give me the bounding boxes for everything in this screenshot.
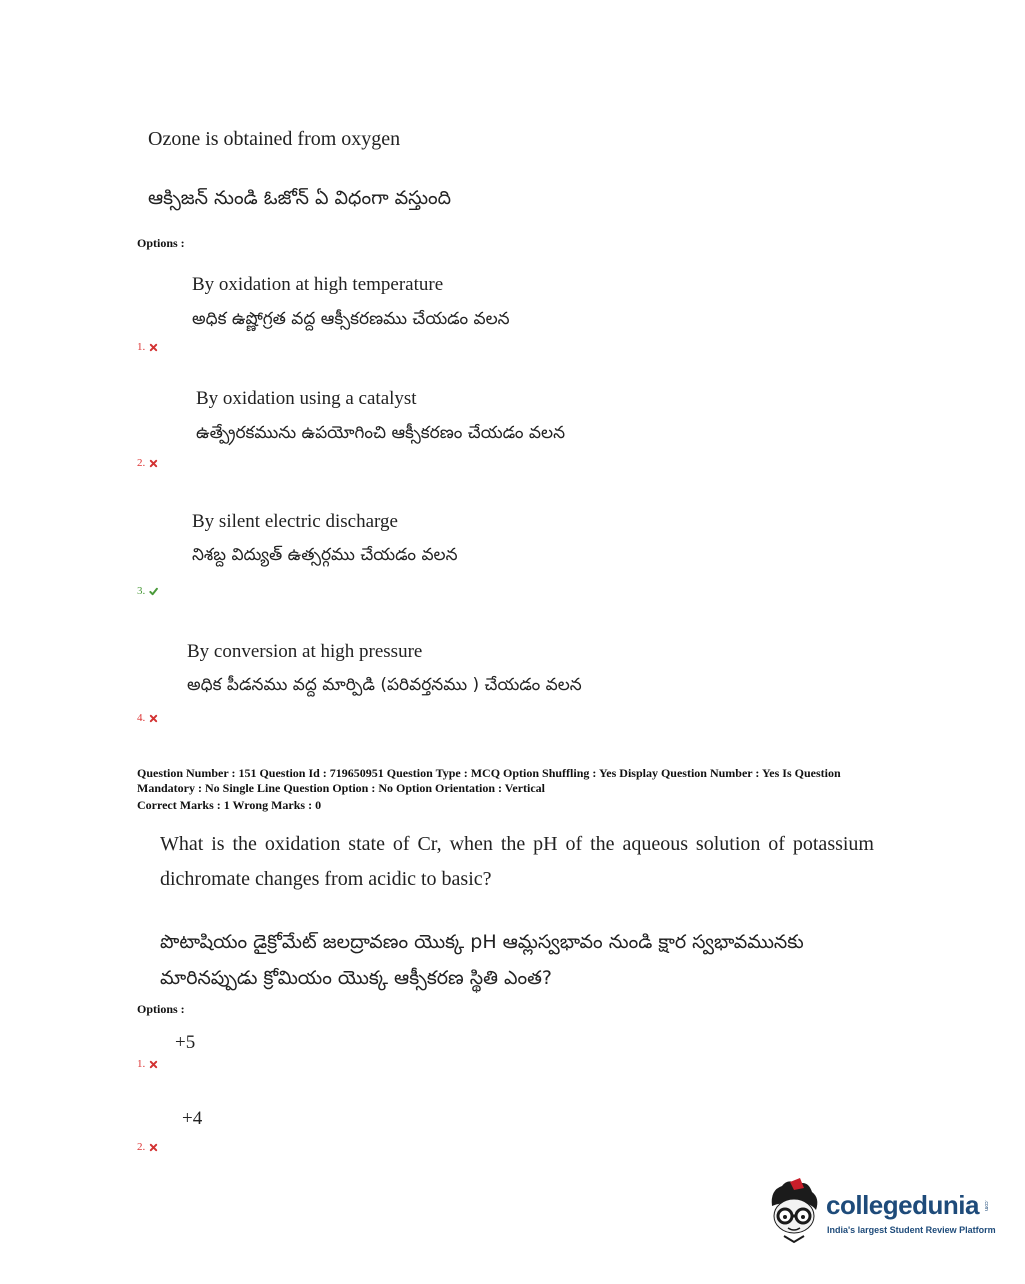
option-value: +4 bbox=[182, 1108, 203, 1129]
option-number-label: 3. bbox=[137, 585, 146, 597]
option-text-en: By silent electric discharge bbox=[192, 511, 398, 532]
option-value: +5 bbox=[175, 1032, 196, 1053]
option-text-en: By oxidation using a catalyst bbox=[196, 388, 417, 409]
wrong-mark-icon bbox=[149, 714, 158, 723]
wrong-mark-icon bbox=[149, 1060, 158, 1069]
option-text-te: అధిక పీడనము వద్ద మార్పిడి (పరివర్తనము ) చేయడం వలన bbox=[187, 675, 582, 695]
option-text-en: By oxidation at high temperature bbox=[192, 274, 444, 295]
option-number bbox=[137, 341, 158, 353]
correct-check-icon bbox=[149, 587, 158, 596]
option-number-label: 1. bbox=[137, 341, 146, 353]
option-number bbox=[137, 712, 158, 724]
question-text-en: What is the oxidation state of Cr, when the pH of the aqueous solution of potassium dichromate changes from acidic to basic? bbox=[160, 833, 874, 890]
options-label: Options : bbox=[137, 236, 185, 250]
option-number-label: 4. bbox=[137, 712, 146, 724]
option-text-en: By conversion at high pressure bbox=[187, 641, 423, 662]
option-number bbox=[137, 1058, 158, 1070]
question-text-te: పొటాషియం డైక్రోమేట్ జలద్రావణం యొక్క pH ఆమ్లస్వభావం నుండి క్షార స్వభావమునకు మారినప్పుడు క్రోమియం యొక్క ఆక్సీకరణ స్థితి ఎంత? bbox=[160, 931, 804, 989]
logo-tagline: India's largest Student Review Platform bbox=[827, 1225, 996, 1235]
mascot-icon bbox=[766, 1176, 824, 1246]
option-text-te: అధిక ఉష్ణోగ్రత వద్ద ఆక్సీకరణము చేయడం వలన bbox=[192, 309, 510, 329]
option-text-te: నిశబ్ద విద్యుత్ ఉత్సర్గము చేయడం వలన bbox=[192, 545, 458, 565]
question-text-te: ఆక్సిజన్ నుండి ఓజోన్ ఏ విధంగా వస్తుంది bbox=[148, 187, 452, 209]
option-number-label: 2. bbox=[137, 457, 146, 469]
collegedunia-logo bbox=[766, 1176, 996, 1246]
options-label: Options : bbox=[137, 1002, 185, 1016]
logo-wordmark: collegedunia bbox=[826, 1190, 979, 1220]
question-text-en: Ozone is obtained from oxygen bbox=[148, 128, 401, 150]
option-number-label: 1. bbox=[137, 1058, 146, 1070]
wrong-mark-icon bbox=[149, 343, 158, 352]
option-text-te: ఉత్ప్రేరకమును ఉపయోగించి ఆక్సీకరణం చేయడం వలన bbox=[196, 423, 566, 443]
wrong-mark-icon bbox=[149, 459, 158, 468]
wrong-mark-icon bbox=[149, 1143, 158, 1152]
option-number bbox=[137, 585, 158, 597]
question-meta: Question Number : 151 Question Id : 719650951 Question Type : MCQ Option Shuffling : Yes Display Question Number : Yes Is Question Mandatory : No Single Line Question Option : No Option Orientation : Vertical bbox=[137, 766, 841, 795]
option-number-label: 2. bbox=[137, 1141, 146, 1153]
marks-info: Correct Marks : 1 Wrong Marks : 0 bbox=[137, 798, 322, 812]
option-number bbox=[137, 1141, 158, 1153]
logo-domain-suffix: .com bbox=[983, 1200, 989, 1211]
option-number bbox=[137, 457, 158, 469]
